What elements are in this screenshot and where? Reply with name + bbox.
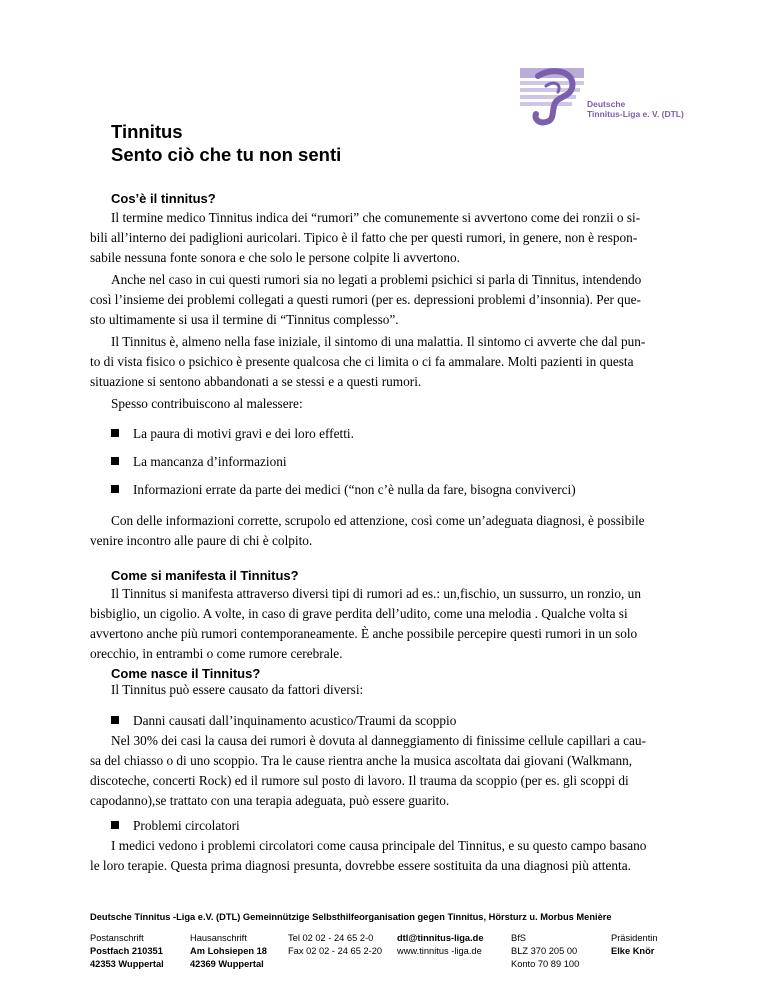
title-line-1: Tinnitus [111, 121, 183, 142]
footer-postal-address: Postanschrift Postfach 210351 42353 Wuppertal [90, 933, 164, 969]
paragraph-manifesta [90, 584, 680, 664]
square-bullet-icon [111, 716, 119, 724]
text-line: situazione si sentono abbandonati a se stessi e a questi rumori. [90, 374, 422, 389]
footer-phone: Tel 02 02 - 24 65 2-0 Fax 02 02 - 24 65 2-20 [288, 933, 383, 956]
text-line: Nel 30% dei casi la causa dei rumori è dovuta al danneggiamento di finissime cellule capillari a cau- [111, 733, 646, 748]
paragraph-psychic [90, 270, 680, 330]
footer-street-address: Hausanschrift Am Lohsiepen 18 42369 Wuppertal [190, 933, 267, 969]
text-line: Il termine medico Tinnitus indica dei “rumori” che comunemente si avvertono come dei ronzii o si- [111, 210, 641, 225]
text-line: Il Tinnitus può essere causato da fattori diversi: [111, 682, 364, 697]
paragraph-intro [90, 208, 680, 268]
paragraph-causes [90, 680, 680, 700]
section-heading-nasce: Come nasce il Tinnitus? [111, 666, 261, 681]
paragraph-circulatory [90, 836, 680, 876]
text-line: Con delle informazioni corrette, scrupolo ed attenzione, così come un’adeguata diagnosi, è possibile [111, 513, 645, 528]
text-line: Anche nel caso in cui questi rumori sia no legati a problemi psichici si parla di Tinnitus, intendendo [111, 272, 642, 287]
square-bullet-icon [111, 821, 119, 829]
text-line: sa del chiasso o di uno scoppio. Tra le cause rientra anche la musica ascoltata dai giovani (Walkmann, [90, 753, 633, 768]
text-line: le loro terapie. Questa prima diagnosi presunta, dovrebbe essere sostituita da una diagnosi più attenta. [90, 858, 631, 873]
text-line: Il Tinnitus si manifesta attraverso diversi tipi di rumori ad es.: un,fischio, un sussurro, un ronzio, un [111, 586, 641, 601]
footer-web [397, 932, 484, 958]
list-item: Informazioni errate da parte dei medici (“non c’è nulla da fare, bisogna conviverci) [111, 480, 576, 500]
document-title [111, 120, 341, 166]
text-line: discoteche, concerti Rock) ed il rumore sul posto di lavoro. Il trauma da scoppio (per es. gli scoppi di [90, 773, 629, 788]
list-item: La mancanza d’informazioni [111, 452, 287, 472]
section-heading-manifesta: Come si manifesta il Tinnitus? [111, 568, 299, 583]
text-line: to di vista fisico o psichico è presente qualcosa che ci limita o ci fa ammalare. Molti pazienti in questa [90, 354, 634, 369]
footer-bank: BfS BLZ 370 205 00 Konto 70 89 100 [511, 933, 580, 969]
square-bullet-icon [111, 457, 119, 465]
text-line: venire incontro alle paure di chi è colpito. [90, 533, 313, 548]
text-line: Il Tinnitus è, almeno nella fase iniziale, il sintomo di una malattia. Il sintomo ci avverte che dal pun- [111, 334, 646, 349]
email-link[interactable]: dtl@tinnitus-liga.de [397, 933, 484, 943]
title-line-2: Sento ciò che tu non senti [111, 144, 342, 165]
text-line: Spesso contribuiscono al malessere: [111, 396, 303, 411]
website-link[interactable]: www.tinnitus -liga.de [397, 946, 482, 956]
paragraph-acoustic [90, 731, 680, 811]
paragraph-contributors [90, 394, 680, 414]
paragraph-symptom [90, 332, 680, 392]
text-line: sabile nessuna fonte sonora e che solo le persone colpite li avvertono. [90, 250, 460, 265]
text-line: così l’insieme dei problemi collegati a questi rumori (per es. depressioni problemi d’insonnia). Per que- [90, 292, 641, 307]
text-line: orecchio, in entrambi o come rumore cerebrale. [90, 646, 343, 661]
text-line: bisbiglio, un cigolio. A volte, in caso di grave perdita dell’udito, come una melodia . Qualche volta si [90, 606, 628, 621]
section-heading-cos-e: Cos’è il tinnitus? [111, 191, 216, 206]
footer-organisation: Deutsche Tinnitus -Liga e.V. (DTL) Gemeinnützige Selbsthilfeorganisation gegen Tinnitus, Hörsturz u. Morbus Menière [90, 912, 612, 922]
text-line: bili all’interno dei padiglioni auricolari. Tipico è il fatto che per questi rumori, in genere, non è respon- [90, 230, 638, 245]
list-item: Danni causati dall’inquinamento acustico/Traumi da scoppio [111, 711, 456, 731]
text-line: capodanno),se trattato con una terapia adeguata, può essere guarito. [90, 793, 450, 808]
square-bullet-icon [111, 429, 119, 437]
logo-line-2: Tinnitus-Liga e. V. (DTL) [587, 109, 684, 119]
text-line: sto ultimamente si usa il termine di “Tinnitus complesso”. [90, 312, 399, 327]
paragraph-correct-info [90, 511, 680, 551]
list-item: La paura di motivi gravi e dei loro effetti. [111, 424, 354, 444]
text-line: avvertono anche più rumori contemporaneamente. È anche possibile percepire questi rumori in un solo [90, 626, 638, 641]
dtl-logo-text [587, 99, 684, 119]
text-line: I medici vedono i problemi circolatori come causa principale del Tinnitus, e su questo campo basano [111, 838, 647, 853]
square-bullet-icon [111, 485, 119, 493]
dtl-logo [510, 64, 684, 126]
footer-president: Präsidentin Elke Knör [611, 933, 658, 956]
logo-line-1: Deutsche [587, 99, 626, 109]
list-item: Problemi circolatori [111, 816, 240, 836]
